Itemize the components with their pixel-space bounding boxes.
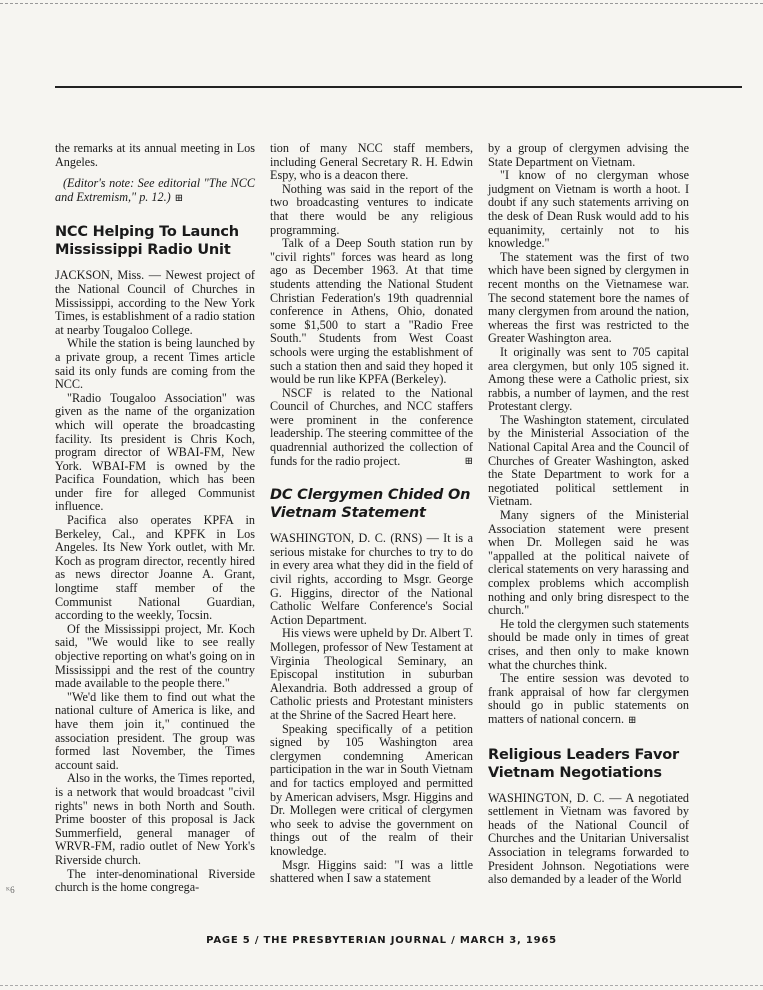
paragraph: His views were upheld by Dr. Albert T. Mollegen, professor of New Testament at Virginia Theological Seminary, an Episcopal institution in suburban Alexandria. Both addressed a group of Catholic priests and Protestant ministers at the Shrine of the Sacred Heart here.	[270, 626, 473, 722]
paragraph: "I know of no clergyman whose judgment on Vietnam is worth a hoot. I doubt if any such statements arriving on the desk of Dean Rusk would add to his equanimity, certainly not to his knowledge."	[488, 168, 689, 251]
dateline-washington: WASHINGTON, D. C. — A negotiated settlement in Vietnam was favored by heads of the National Council of Churches and the Unitarian Universalist Association in telegrams forwarded to President Johnson. Negotiations were also demanded by a leader of the World	[488, 790, 689, 887]
paragraph: The statement was the first of two which have been signed by clergymen in recent months on the Vietnamese war. The second statement bore the names of many clergymen from around the nation, whereas the first was restricted to the Greater Washington area.	[488, 249, 689, 346]
paragraph: the remarks at its annual meeting in Los Angeles.	[55, 141, 255, 169]
top-edge-line	[0, 3, 763, 4]
bottom-edge-line	[0, 985, 763, 986]
paragraph: He told the clergymen such statements should be made only in times of great crises, and then only to make known what the churches think.	[488, 616, 689, 672]
column-1	[55, 142, 255, 895]
paragraph-text: The entire session was devoted to frank appraisal of how far clergymen should go in public statements on matters of national concern.	[488, 671, 689, 726]
editor-note	[55, 177, 255, 205]
paragraph	[270, 387, 473, 469]
paragraph-text: NSCF is related to the National Council of Churches, and NCC staffers were prominent in the conference leadership. The steering committee of the quadrennial authorized the collection of funds for the radio project.	[270, 385, 473, 468]
paragraph: Nothing was said in the report of the two broadcasting ventures to indicate that there would be any religious programming.	[270, 181, 473, 237]
paragraph: tion of many NCC staff members, including General Secretary R. H. Edwin Espy, who is a deacon there.	[270, 141, 473, 183]
dateline-washington-rns: WASHINGTON, D. C. (RNS) — It is a serious mistake for churches to try to do in every area what they did in the field of civil rights, according to Msgr. George G. Higgins, director of the National Catholic Welfare Conference's Social Action Department.	[270, 531, 473, 627]
headline-ncc-radio: NCC Helping To Launch Mississippi Radio Unit	[55, 224, 239, 259]
paragraph	[488, 672, 689, 727]
dateline-jackson: JACKSON, Miss. — Newest project of the National Council of Churches in Mississippi, according to the New York Times, is establishment of a radio station at nearby Tougaloo College.	[55, 268, 255, 337]
margin-mark: ᴷ6	[6, 885, 15, 895]
paragraph: The inter-denominational Riverside church is the home congrega-	[55, 866, 255, 895]
paragraph: Talk of a Deep South station run by "civil rights" forces was heard as long ago as December 1963. At that time students attending the National Student Christian Federation's 19th quadrennial conference in Athens, Ohio, donated some $1,500 to start a "Radio Free South." Students from West Coast schools were urging the establishment of such a station then and said they hoped it would be run like KPFA (Berkeley).	[270, 236, 473, 387]
column-3	[488, 142, 689, 887]
paragraph: The Washington statement, circulated by the Ministerial Association of the National Capital Area and the Council of Churches of Greater Washington, asked the State Department to work for a negotiated political settlement in Vietnam.	[488, 412, 689, 509]
end-mark-icon: ⊞	[464, 455, 473, 467]
column-2	[270, 142, 473, 886]
end-mark-icon: ⊞	[628, 714, 637, 726]
header-rule	[55, 86, 742, 88]
paragraph: "Radio Tougaloo Association" was given as the name of the organization which will operate the broadcasting facility. Its president is Chris Koch, program director of WBAI-FM, New York. WBAI-FM is owned by the Pacifica Foundation, which has been under fire for alleged Communist influence.	[55, 390, 255, 514]
paragraph: Many signers of the Ministerial Association statement were present when Dr. Mollegen said he was "appalled at the political naivete of clerical statements on very harassing and complex problems which accomplish nothing and only bring disrespect to the church."	[488, 508, 689, 618]
headline-religious-leaders: Religious Leaders Favor Vietnam Negotiations	[488, 746, 679, 781]
paragraph: Msgr. Higgins said: "I was a little shattered when I saw a statement	[270, 857, 473, 886]
page-footer: PAGE 5 / THE PRESBYTERIAN JOURNAL / MARCH 3, 1965	[206, 935, 557, 946]
paragraph: by a group of clergymen advising the State Department on Vietnam.	[488, 141, 689, 169]
paragraph: It originally was sent to 705 capital area clergymen, but only 105 signed it. Among these were a Catholic priest, six rabbis, a number of laymen, and the rest Protestant clergy.	[488, 344, 689, 414]
editor-note-text: (Editor's note: See editorial "The NCC and Extremism," p. 12.)	[55, 176, 255, 204]
paragraph: "We'd like them to find out what the national culture of America is like, and have them join it," continued the association president. The group was formed last November, the Times account said.	[55, 689, 255, 772]
paragraph: Also in the works, the Times reported, is a network that would broadcast "civil rights" news in both North and South. Prime booster of this proposal is Jack Summerfield, general manager of WRVR-FM, radio outlet of New York's Riverside church.	[55, 771, 255, 867]
paragraph: Pacifica also operates KPFA in Berkeley, Cal., and KPFK in Los Angeles. Its New York outlet, with Mr. Koch as program director, recently hired as news director Joanne A. Grant, longtime staff member of the Communist National Guardian, according to the weekly, Tocsin.	[55, 513, 255, 623]
headline-dc-clergymen: DC Clergymen Chided On Vietnam Statement	[270, 487, 471, 522]
paragraph: While the station is being launched by a private group, a recent Times article said its only funds are coming from the NCC.	[55, 336, 255, 392]
paragraph: Speaking specifically of a petition signed by 105 Washington area clergymen condemning American participation in the war in South Vietnam and for tactics employed and permitted by American advisers, Msgr. Higgins and Dr. Mollegen were critical of clergymen who seek to advise the government on things out of the realm of their knowledge.	[270, 721, 473, 858]
paragraph: Of the Mississippi project, Mr. Koch said, "We would like to see really objective reporting on what's going on in Mississippi and the rest of the country made available to the people there."	[55, 621, 255, 691]
end-mark-icon: ⊞	[174, 192, 184, 204]
